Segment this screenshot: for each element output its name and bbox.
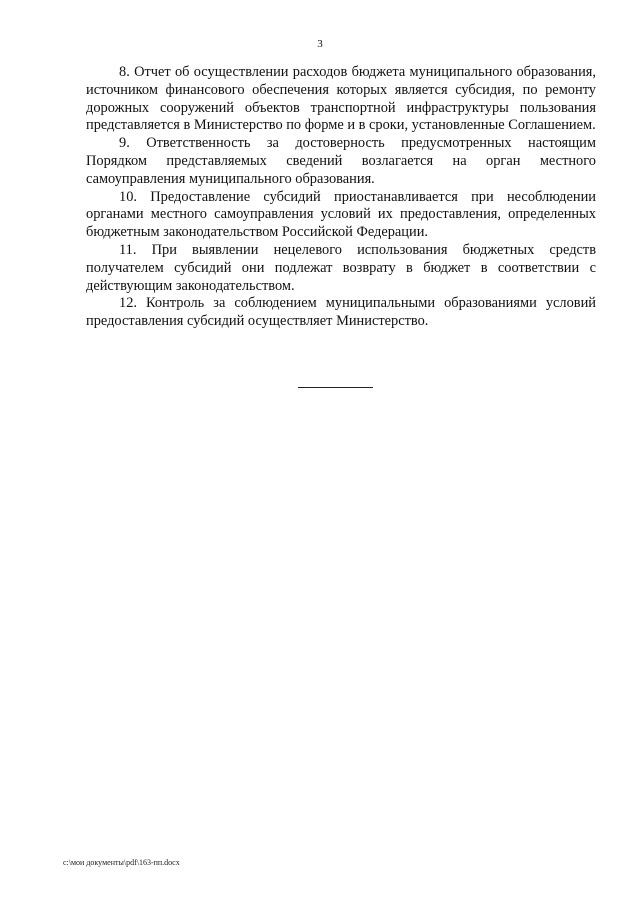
- page-number: 3: [317, 38, 323, 50]
- paragraph-8: 8. Отчет об осуществлении расходов бюджета муниципального образования, источником финансового обеспечения которых является субсидия, по ремонту дорожных сооружений объектов транспортной инфраструктуры пользования представляется в Министерство по форме и в сроки, установленные Соглашением.: [86, 64, 596, 134]
- footer-file-path: c:\мои документы\pdf\163-пп.docx: [63, 858, 180, 867]
- end-divider: [298, 387, 373, 388]
- paragraph-10: 10. Предоставление субсидий приостанавливается при несоблюдении органами местного самоуправления условий их предоставления, определенных бюджетным законодательством Российской Федерации.: [86, 188, 596, 241]
- paragraph-11: 11. При выявлении нецелевого использования бюджетных средств получателем субсидий они подлежат возврату в бюджет в соответствии с действующим законодательством.: [86, 241, 596, 294]
- paragraph-12: 12. Контроль за соблюдением муниципальными образованиями условий предоставления субсидий осуществляет Министерство.: [86, 295, 596, 330]
- document-body: [86, 64, 596, 331]
- paragraph-9: 9. Ответственность за достоверность предусмотренных настоящим Порядком представляемых сведений возлагается на орган местного самоуправления муниципального образования.: [86, 135, 596, 187]
